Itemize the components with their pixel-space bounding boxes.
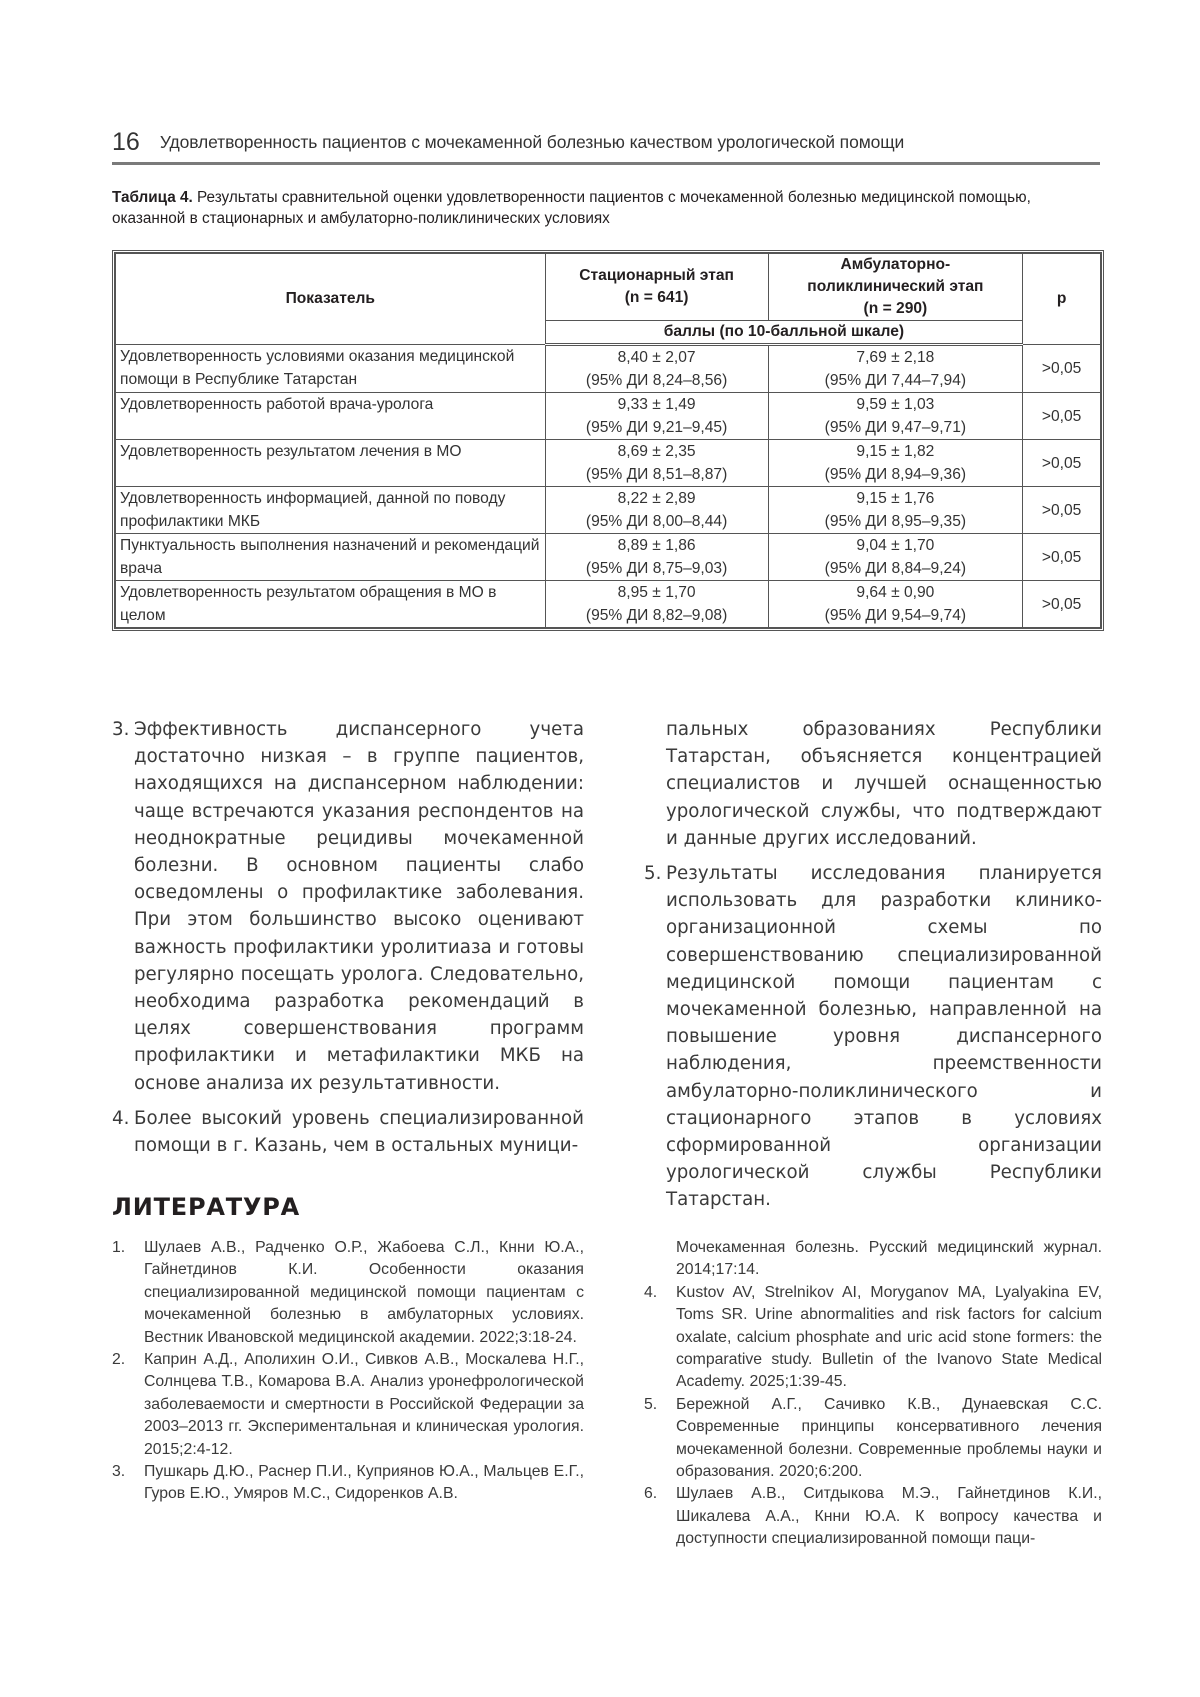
conclusions-left-column — [112, 716, 584, 1167]
table-row — [116, 581, 1101, 628]
header-inpatient-label: Стационарный этап — [579, 267, 734, 284]
inpatient-ci: (95% ДИ 8,75–9,03) — [585, 560, 728, 577]
reference-text: Шулаев А.В., Ситдыкова М.Э., Гайнетдинов К.И., Шикалева А.А., Кнни Ю.А. К вопросу качества и доступности специализированной помощи паци- — [676, 1485, 1102, 1548]
table-caption-text: Результаты сравнительной оценки удовлетворенности пациентов с мочекаменной болезнью медицинской помощью, оказанной в стационарных и амбулаторно-поликлинических условиях — [112, 189, 1031, 227]
reference-item — [644, 1483, 1102, 1550]
outpatient-ci: (95% ДИ 9,54–9,74) — [824, 607, 967, 624]
reference-text: Пушкарь Д.Ю., Раснер П.И., Куприянов Ю.А., Мальцев Е.Г., Гуров Е.Ю., Умяров М.С., Сидоренков А.В. — [144, 1463, 584, 1503]
reference-text: Каприн А.Д., Аполихин О.И., Сивков А.В., Москалева Н.Г., Солнцева Т.В., Комарова В.А. Анализ уронефрологической заболеваемости и смертности в Российской Федерации за 2003–2013 гг. Экспериментальная и клиническая урология. 2015;2:4-12. — [144, 1351, 584, 1458]
reference-item — [644, 1282, 1102, 1394]
table-caption — [112, 187, 1100, 229]
p-value: >0,05 — [1023, 440, 1101, 487]
header-inpatient — [545, 254, 768, 321]
table-row — [116, 440, 1101, 487]
inpatient-ci: (95% ДИ 8,24–8,56) — [585, 372, 728, 389]
outpatient-value — [768, 487, 1023, 534]
inpatient-value — [545, 487, 768, 534]
p-value: >0,05 — [1023, 581, 1101, 628]
item-text: Результаты исследования планируется использовать для разработки клинико-организационной схемы по совершенствованию специализированной медицинской помощи пациентам с мочекаменной болезнью, направленной на повышение уровня диспансерного наблюдения, преемственности амбулаторно-поликлинического и стационарного этапов в условиях сформированной организации урологической службы Республики Татарстан. — [666, 863, 1102, 1211]
conclusion-item-4 — [112, 1105, 584, 1159]
reference-text: Бережной А.Г., Сачивко К.В., Дунаевская С.С. Современные принципы консервативного лечения мочекаменной болезни. Современные проблемы науки и образования. 2020;6:200. — [676, 1395, 1102, 1481]
p-value: >0,05 — [1023, 345, 1101, 393]
table-row — [116, 345, 1101, 393]
row-indicator: Удовлетворенность результатом лечения в МО — [116, 440, 546, 487]
header-outpatient — [768, 254, 1023, 321]
conclusion-item-5 — [644, 860, 1102, 1214]
item-text: Эффективность диспансерного учета достаточно низкая – в группе пациентов, находящихся на диспансерном наблюдении: чаще встречаются указания респондентов на неоднократные рецидивы мочекаменной болезни. В основном пациенты слабо осведомлены о профилактике заболевания. При этом большинство высоко оценивают важность профилактики уролитиаза и готовы регулярно посещать уролога. Следовательно, необходима разработка рекомендаций в целях совершенствования программ профилактики и метафилактики МКБ на основе анализа их результативности. — [134, 719, 584, 1094]
reference-item-3-continued: Мочекаменная болезнь. Русский медицинский журнал. 2014;17:14. — [676, 1239, 1102, 1279]
header-p: p — [1023, 254, 1101, 345]
inpatient-value — [545, 581, 768, 628]
conclusion-item-3 — [112, 716, 584, 1097]
reference-text: Шулаев А.В., Радченко О.Р., Жабоева С.Л., Кнни Ю.А., Гайнетдинов К.И. Особенности оказания специализированной медицинской помощи пациентам с мочекаменной болезнью в амбулаторных условиях. Вестник Ивановской медицинской академии. 2022;3:18-24. — [144, 1239, 584, 1346]
item-number: 4. — [112, 1107, 130, 1129]
header-outpatient-n: (n = 290) — [863, 300, 928, 317]
row-indicator: Удовлетворенность условиями оказания медицинской помощи в Республике Татарстан — [116, 345, 546, 393]
item-text: Более высокий уровень специализированной помощи в г. Казань, чем в остальных муници- — [134, 1107, 584, 1157]
header-outpatient-line1: Амбулаторно- — [840, 256, 951, 273]
outpatient-mean: 9,59 ± 1,03 — [856, 396, 935, 413]
inpatient-ci: (95% ДИ 9,21–9,45) — [585, 419, 728, 436]
table-row — [116, 534, 1101, 581]
inpatient-mean: 8,95 ± 1,70 — [617, 584, 696, 601]
outpatient-value — [768, 534, 1023, 581]
outpatient-mean: 9,15 ± 1,82 — [856, 443, 935, 460]
outpatient-mean: 7,69 ± 2,18 — [856, 349, 935, 366]
table-caption-label: Таблица 4. — [112, 189, 193, 206]
outpatient-ci: (95% ДИ 8,84–9,24) — [824, 560, 967, 577]
header-outpatient-line2: поликлинический этап — [807, 278, 984, 295]
outpatient-value — [768, 345, 1023, 393]
inpatient-mean: 8,89 ± 1,86 — [617, 537, 696, 554]
inpatient-mean: 8,69 ± 2,35 — [617, 443, 696, 460]
outpatient-ci: (95% ДИ 7,44–7,94) — [824, 372, 967, 389]
inpatient-mean: 9,33 ± 1,49 — [617, 396, 696, 413]
item-number: 3. — [112, 719, 130, 740]
outpatient-value — [768, 581, 1023, 628]
conclusion-item-4-continued: пальных образованиях Республики Татарстан, объясняется концентрацией специалистов и лучшей оснащенностью урологической службы, что подтверждают и данные других исследований. — [666, 719, 1102, 849]
row-indicator: Пунктуальность выполнения назначений и рекомендаций врача — [116, 534, 546, 581]
running-header — [112, 118, 1100, 165]
inpatient-mean: 8,40 ± 2,07 — [617, 349, 696, 366]
running-title: Удовлетворенность пациентов с мочекаменной болезнью качеством урологической помощи — [159, 132, 905, 152]
header-inpatient-n: (n = 641) — [624, 289, 689, 306]
reference-item — [112, 1461, 584, 1506]
outpatient-ci: (95% ДИ 8,95–9,35) — [824, 513, 967, 530]
reference-item — [112, 1349, 584, 1461]
references-left-column — [112, 1237, 584, 1506]
reference-item — [644, 1394, 1102, 1484]
row-indicator: Удовлетворенность результатом обращения в МО в целом — [116, 581, 546, 628]
outpatient-ci: (95% ДИ 9,47–9,71) — [824, 419, 967, 436]
table-row — [116, 393, 1101, 440]
outpatient-mean: 9,64 ± 0,90 — [856, 584, 935, 601]
header-indicator: Показатель — [116, 254, 546, 345]
results-table — [112, 250, 1104, 631]
outpatient-mean: 9,04 ± 1,70 — [856, 537, 935, 554]
outpatient-value — [768, 393, 1023, 440]
conclusions-right-column — [644, 716, 1102, 1222]
inpatient-value — [545, 393, 768, 440]
reference-number: 3. — [112, 1463, 126, 1481]
reference-number: 5. — [644, 1395, 658, 1413]
inpatient-value — [545, 345, 768, 393]
outpatient-ci: (95% ДИ 8,94–9,36) — [824, 466, 967, 483]
inpatient-ci: (95% ДИ 8,82–9,08) — [585, 607, 728, 624]
p-value: >0,05 — [1023, 393, 1101, 440]
p-value: >0,05 — [1023, 534, 1101, 581]
page-number: 16 — [112, 128, 140, 156]
reference-number: 2. — [112, 1351, 126, 1369]
outpatient-value — [768, 440, 1023, 487]
row-indicator: Удовлетворенность информацией, данной по поводу профилактики МКБ — [116, 487, 546, 534]
inpatient-ci: (95% ДИ 8,51–8,87) — [585, 466, 728, 483]
reference-number: 6. — [644, 1485, 658, 1503]
header-units: баллы (по 10-балльной шкале) — [545, 321, 1023, 345]
references-right-column — [644, 1237, 1102, 1551]
outpatient-mean: 9,15 ± 1,76 — [856, 490, 935, 507]
item-number: 5. — [644, 863, 662, 885]
reference-number: 4. — [644, 1283, 658, 1301]
inpatient-mean: 8,22 ± 2,89 — [617, 490, 696, 507]
row-indicator: Удовлетворенность работой врача-уролога — [116, 393, 546, 440]
references-heading: ЛИТЕРАТУРА — [112, 1193, 300, 1221]
inpatient-value — [545, 534, 768, 581]
table-row — [116, 487, 1101, 534]
inpatient-ci: (95% ДИ 8,00–8,44) — [585, 513, 728, 530]
inpatient-value — [545, 440, 768, 487]
reference-item — [112, 1237, 584, 1349]
reference-text: Kustov AV, Strelnikov AI, Moryganov MA, Lyalyakina EV, Toms SR. Urine abnormalities and risk factors for calcium oxalate, calcium phosphate and uric acid stone formers: the comparative study. Bulletin of the Ivanovo State Medical Academy. 2025;1:39-45. — [676, 1283, 1102, 1391]
p-value: >0,05 — [1023, 487, 1101, 534]
reference-number: 1. — [112, 1239, 126, 1256]
